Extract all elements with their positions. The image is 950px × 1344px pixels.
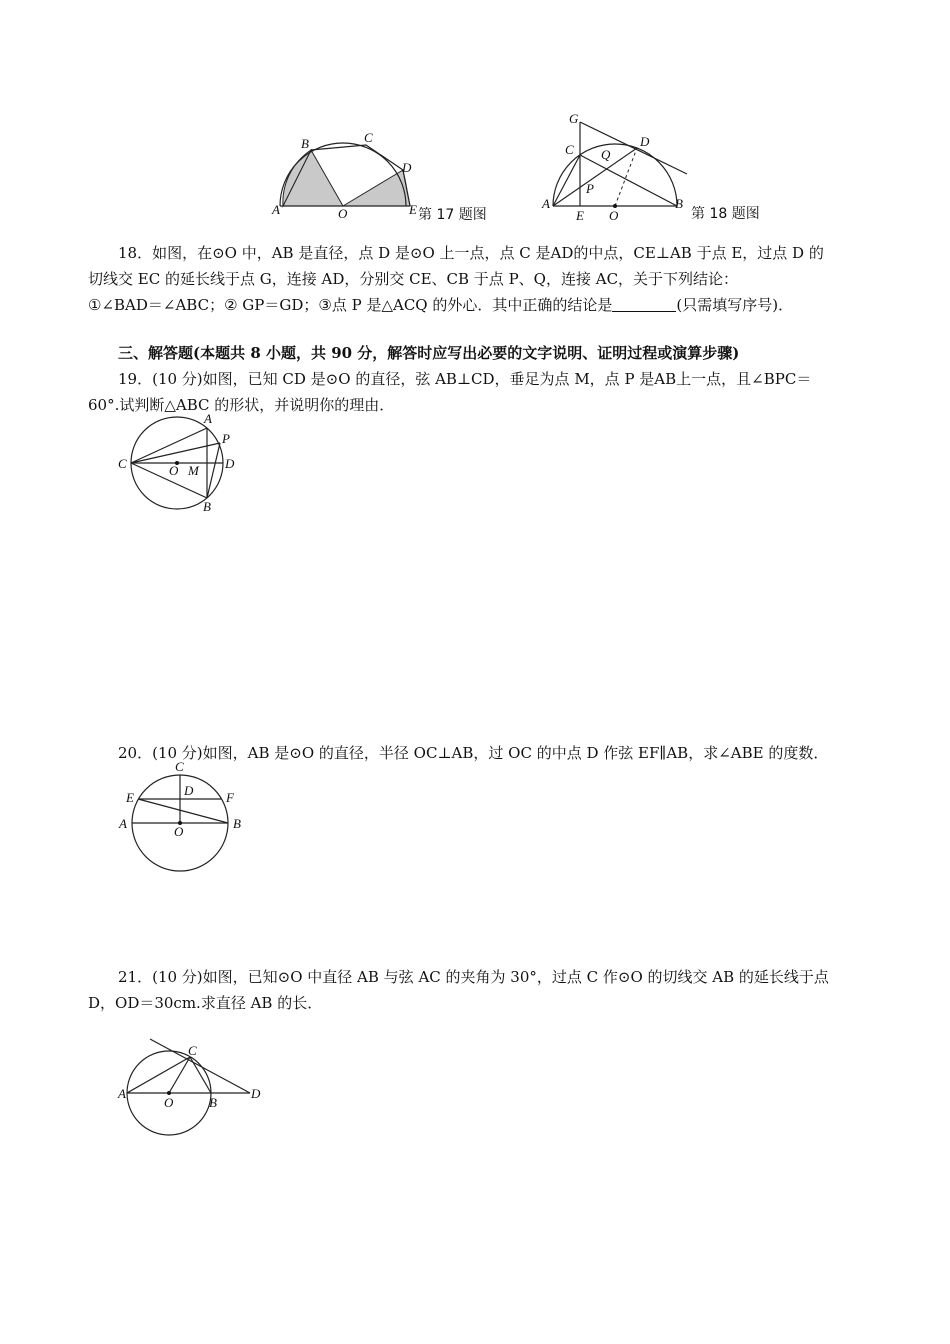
q19-line1: 19．(10 分)如图，已知 CD 是⊙O 的直径，弦 AB⊥CD，垂足为点 M，点 P 是AB上一点，且∠BPC＝ — [118, 370, 812, 388]
q18-line1: 18．如图，在⊙O 中，AB 是直径，点 D 是⊙O 上一点，点 C 是AD的中点，CE⊥AB 于点 E，过点 D 的 — [118, 244, 824, 262]
q21-line1: 21．(10 分)如图，已知⊙O 中直径 AB 与弦 AC 的夹角为 30°，过点 C 作⊙O 的切线交 AB 的延长线于点 — [118, 968, 829, 986]
label-e: E — [409, 202, 417, 217]
tangent-cd — [150, 1039, 250, 1093]
label-c: C — [364, 130, 373, 145]
label-o: O — [609, 208, 619, 223]
label-q: Q — [601, 147, 611, 162]
label-c: C — [118, 456, 127, 471]
caption-fig17: 第 17 题图 — [418, 207, 487, 223]
label-e: E — [576, 208, 584, 223]
label-o: O — [338, 206, 348, 221]
chords-bcd — [311, 145, 403, 170]
q18-line3-text: ①∠BAD＝∠ABC；② GP＝GD；③点 P 是△ACQ 的外心．其中正确的结论是 — [88, 296, 613, 314]
label-o: O — [164, 1095, 174, 1110]
q18-line3 — [88, 294, 868, 316]
label-b: B — [301, 136, 309, 151]
label-d: D — [251, 1086, 261, 1101]
q19-line2: 60°.试判断△ABC 的形状，并说明你的理由． — [88, 396, 395, 414]
label-o: O — [174, 824, 184, 839]
tangent-line — [580, 122, 687, 174]
q18-line3-tail: (只需填写序号)． — [676, 296, 794, 314]
line-cb — [190, 1057, 211, 1093]
label-a: A — [204, 411, 212, 426]
label-e: E — [126, 790, 134, 805]
figure-21 — [112, 1030, 272, 1140]
label-b: B — [675, 196, 683, 211]
label-a: A — [542, 196, 550, 211]
label-a: A — [118, 1086, 126, 1101]
label-b: B — [233, 816, 241, 831]
label-g: G — [569, 111, 579, 126]
label-a: A — [119, 816, 127, 831]
label-o: O — [169, 463, 179, 478]
label-d: D — [402, 160, 412, 175]
caption-fig18: 第 18 题图 — [691, 206, 760, 222]
q20-line1: 20．(10 分)如图，AB 是⊙O 的直径，半径 OC⊥AB，过 OC 的中点 D 作弦 EF∥AB，求∠ABE 的度数． — [118, 744, 829, 762]
figure-18 — [535, 108, 775, 226]
line-eb — [138, 799, 228, 823]
figure-20 — [112, 758, 252, 874]
label-b: B — [209, 1095, 217, 1110]
section-3-title: 三、解答题(本题共 8 小题，共 90 分，解答时应写出必要的文字说明、证明过程或演算步骤) — [118, 344, 740, 362]
label-d: D — [640, 134, 650, 149]
dashed-od — [615, 148, 637, 206]
shaded-triangle-right — [343, 170, 410, 206]
line-ac — [553, 155, 580, 206]
label-p: P — [586, 181, 594, 196]
label-c: C — [175, 759, 184, 774]
q18-line2: 切线交 EC 的延长线于点 G，连接 AD，分别交 CE、CB 于点 P、Q，连接 AC，关于下列结论： — [88, 270, 739, 288]
label-p: P — [222, 431, 230, 446]
line-pb — [207, 443, 220, 498]
label-a: A — [272, 202, 280, 217]
label-d: D — [184, 783, 194, 798]
label-f: F — [226, 790, 234, 805]
label-m: M — [188, 463, 199, 478]
line-ac — [127, 1057, 190, 1093]
answer-blank[interactable] — [612, 297, 676, 312]
label-c: C — [188, 1043, 197, 1058]
label-d: D — [225, 456, 235, 471]
figure-19 — [112, 408, 252, 518]
label-c: C — [565, 142, 574, 157]
q21-line2: D，OD＝30cm.求直径 AB 的长． — [88, 994, 323, 1012]
figure-17 — [260, 128, 520, 226]
label-b: B — [203, 499, 211, 514]
